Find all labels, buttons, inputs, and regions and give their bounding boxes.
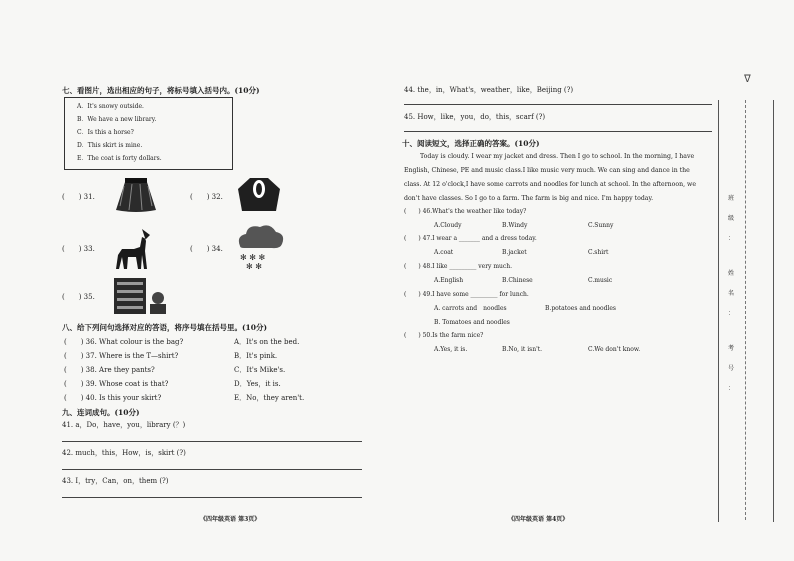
sidebar-char: ：	[727, 310, 734, 317]
left-page-footer: 《四年级英语 第3页》	[200, 516, 261, 523]
q46-option-b: B.Windy	[502, 222, 528, 229]
passage-line-3: class. At 12 o'clock,I have some carrots and noodles for lunch at school. In the afternoon, we	[404, 181, 696, 188]
section-7-title: 七、看图片，选出相应的句子，将标号填入括号内。(10分)	[62, 86, 260, 95]
question-48: ( ) 48.I like _________ very much.	[404, 263, 513, 270]
section-10-title: 十、阅读短文，选择正确的答案。(10分)	[402, 139, 540, 148]
pic-item-31: ( ) 31.	[62, 193, 95, 201]
corner-mark: ᐁ	[744, 74, 751, 85]
sidebar-char: 号	[727, 365, 734, 372]
pic-item-33: ( ) 33.	[62, 245, 95, 253]
library-picture	[112, 276, 168, 316]
q46-option-a: A.Cloudy	[434, 222, 462, 229]
q49-option-c: B. Tomatoes and noodles	[434, 319, 510, 326]
skirt-picture	[112, 176, 160, 214]
q48-option-b: B.Chinese	[502, 277, 533, 284]
question-40: ( ) 40. Is this your skirt?	[64, 394, 162, 402]
answer-c: C．It's Mike's.	[234, 366, 286, 374]
answer-line-41	[62, 441, 362, 442]
passage-line-1: Today is cloudy. I wear my jacket and dress. Then I go to school. In the morning, I have	[420, 153, 695, 160]
q46-option-c: C.Sunny	[588, 222, 614, 229]
question-47: ( ) 47.I wear a _______ and a dress today.	[404, 235, 537, 242]
answer-line-43	[62, 497, 362, 498]
option-a: A．It's snowy outside.	[77, 103, 144, 110]
answer-b: B．It's pink.	[234, 352, 278, 360]
svg-text:✻ ✻: ✻ ✻	[246, 262, 262, 271]
answer-e: E．No，they aren't.	[234, 394, 305, 402]
horse-picture	[112, 225, 156, 273]
options-box	[64, 97, 233, 170]
question-46: ( ) 46.What's the weather like today?	[404, 208, 527, 215]
sidebar-char: 考	[727, 345, 734, 352]
q47-option-b: B.jacket	[502, 249, 527, 256]
option-b: B．We have a new library.	[77, 116, 157, 123]
fold-line	[745, 100, 746, 520]
sidebar-char: ：	[727, 235, 734, 242]
right-page-footer: 《四年级英语 第4页》	[508, 516, 569, 523]
binding-margin	[718, 100, 774, 522]
sidebar-char: 姓	[727, 270, 734, 277]
question-42: 42. much，this，How，is，skirt (?)	[62, 449, 186, 457]
sidebar-char: 级	[727, 215, 734, 222]
q50-option-c: C.We don't know.	[588, 346, 641, 353]
question-45: 45. How，like，you，do，this，scarf (?)	[404, 113, 546, 121]
answer-a: A．It's on the bed.	[234, 338, 300, 346]
option-e: E．The coat is forty dollars.	[77, 155, 162, 162]
q47-option-c: C.shirt	[588, 249, 609, 256]
pic-item-35: ( ) 35.	[62, 293, 95, 301]
pic-item-32: ( ) 32.	[190, 193, 223, 201]
sidebar-char: 班	[727, 195, 734, 202]
pic-item-34: ( ) 34.	[190, 245, 223, 253]
passage-line-4: don't have classes. So I go to a farm. The farm is big and nice. I'm happy today.	[404, 195, 654, 202]
option-c: C．Is this a horse?	[77, 129, 134, 136]
question-41: 41. a，Do，have，you，library (？)	[62, 421, 186, 429]
q47-option-a: A.coat	[434, 249, 454, 256]
question-39: ( ) 39. Whose coat is that?	[64, 380, 169, 388]
answer-line-42	[62, 469, 362, 470]
question-50: ( ) 50.Is the farm nice?	[404, 332, 484, 339]
q50-option-a: A.Yes, it is.	[434, 346, 468, 353]
q48-option-a: A.English	[434, 277, 464, 284]
section-8-title: 八、给下列问句选择对应的答语，将序号填在括号里。(10分)	[62, 323, 268, 332]
question-44: 44. the，in，What's，weather，like，Beijing (?)	[404, 86, 574, 94]
question-37: ( ) 37. Where is the T—shirt?	[64, 352, 179, 360]
snowy-weather-picture	[232, 222, 286, 272]
answer-line-44	[404, 104, 712, 105]
answer-line-45	[404, 131, 712, 132]
option-d: D．This skirt is mine.	[77, 142, 143, 149]
question-38: ( ) 38. Are they pants?	[64, 366, 155, 374]
coat-picture	[236, 175, 282, 215]
sidebar-char: ：	[727, 385, 734, 392]
question-49: ( ) 49.I have some _________ for lunch.	[404, 291, 529, 298]
q49-option-b: B.potatoes and noodles	[545, 305, 616, 312]
answer-d: D．Yes，it is.	[234, 380, 281, 388]
q49-option-a: A. carrots and noodles	[434, 305, 507, 312]
sidebar-char: 名	[727, 290, 734, 297]
svg-text:✻ ✻ ✻: ✻ ✻ ✻	[240, 253, 266, 262]
passage-line-2: English, Chinese, PE and music class.I like music very much. We can sing and dance in the	[404, 167, 690, 174]
question-36: ( ) 36. What colour is the bag?	[64, 338, 184, 346]
section-9-title: 九、连词成句。(10分)	[62, 408, 140, 417]
question-43: 43. I，try，Can，on，them (?)	[62, 477, 169, 485]
q50-option-b: B.No, it isn't.	[502, 346, 543, 353]
q48-option-c: C.music	[588, 277, 613, 284]
